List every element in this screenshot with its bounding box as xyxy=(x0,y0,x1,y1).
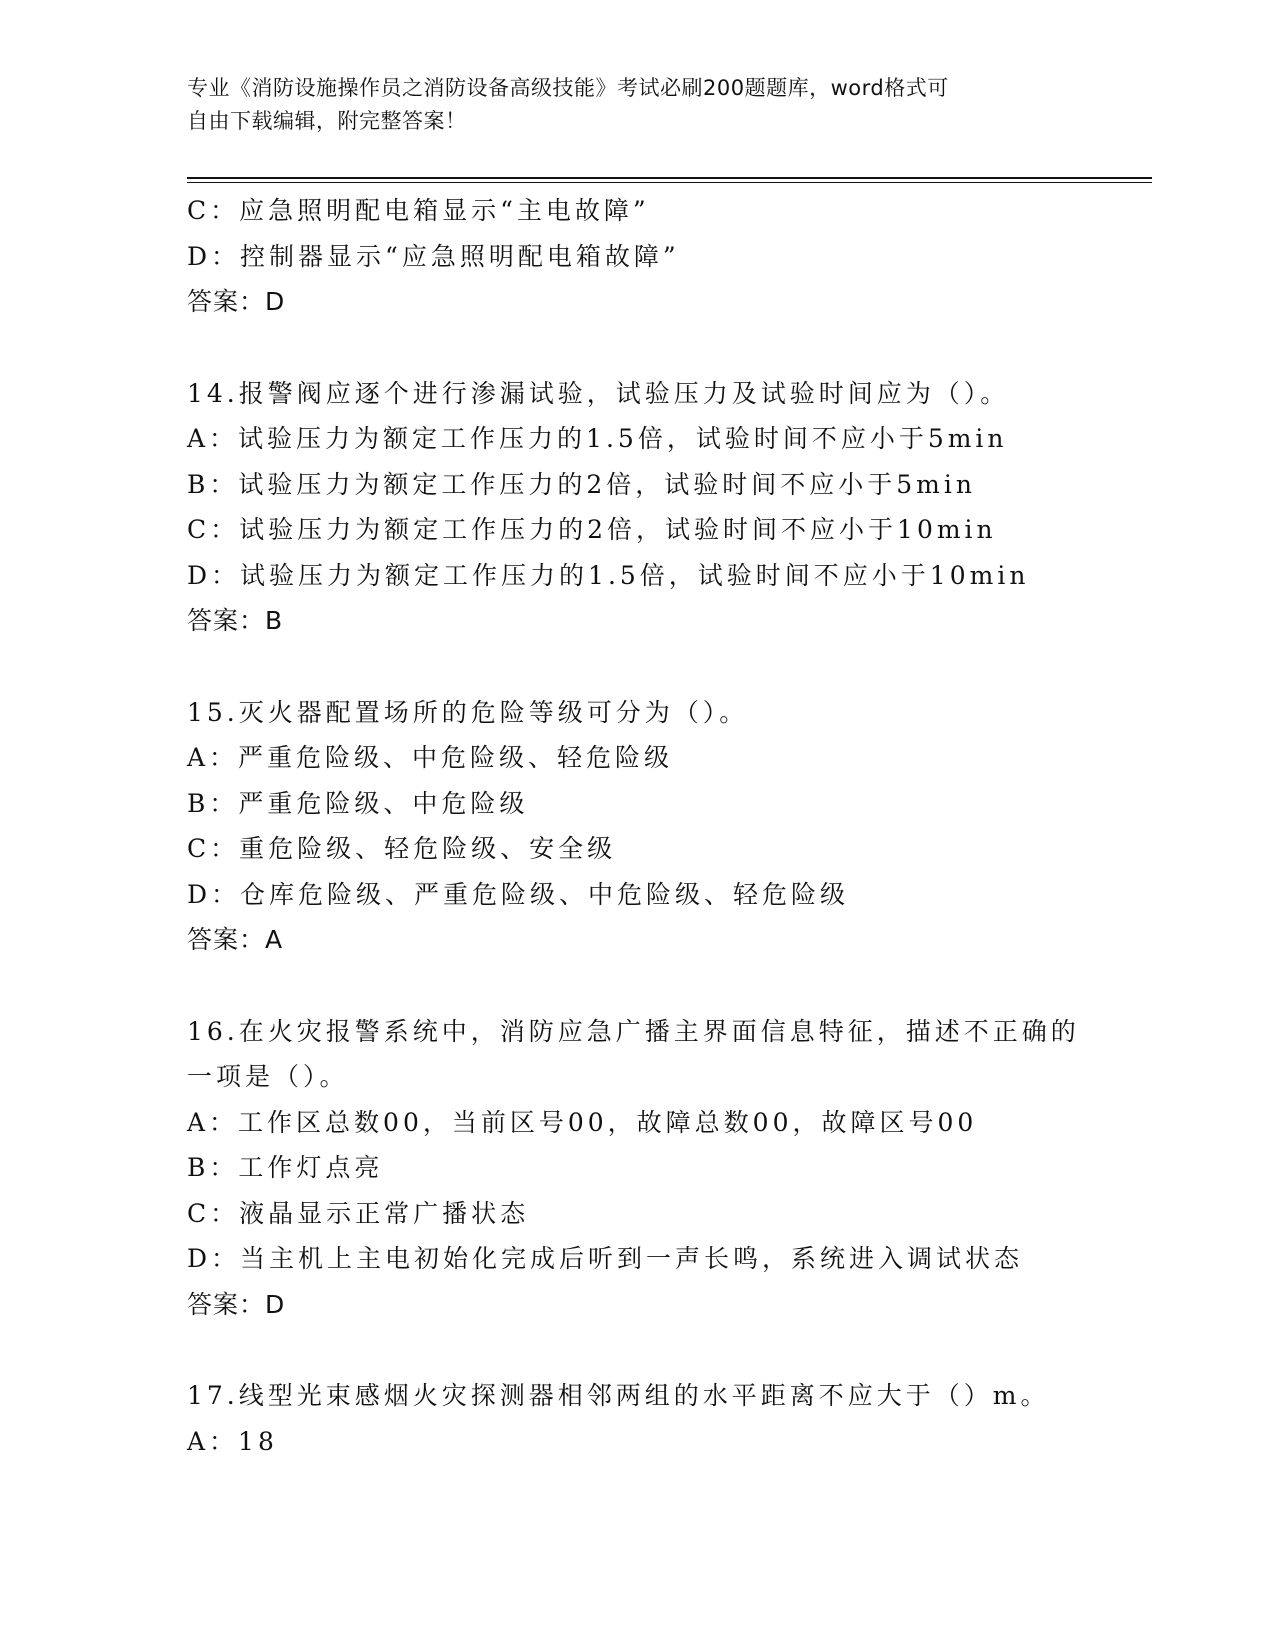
option-b: B：试验压力为额定工作压力的2倍，试验时间不应小于5min xyxy=(187,469,976,499)
answer: 答案：A xyxy=(187,925,284,954)
question-stem: 15.灭火器配置场所的危险等级可分为（）。 xyxy=(187,697,749,727)
question-13-tail xyxy=(187,188,1087,325)
option-a: A：严重危险级、中危险级、轻危险级 xyxy=(187,743,674,772)
option-c: C：重危险级、轻危险级、安全级 xyxy=(187,834,617,863)
question-stem: 16.在火灾报警系统中，消防应急广播主界面信息特征，描述不正确的 xyxy=(187,1016,1080,1046)
header-line-1: 专业《消防设施操作员之消防设备高级技能》考试必刷200题题库，word格式可 xyxy=(187,76,949,100)
document-header xyxy=(187,72,1087,138)
question-stem-continued: 一项是（）。 xyxy=(187,1062,349,1091)
option-b: B：严重危险级、中危险级 xyxy=(187,788,529,818)
option-a: A：试验压力为额定工作压力的1.5倍，试验时间不应小于5min xyxy=(187,424,1008,453)
option-d: D：控制器显示“应急照明配电箱故障” xyxy=(187,241,680,271)
option-d: D：仓库危险级、严重危险级、中危险级、轻危险级 xyxy=(187,879,850,909)
answer: 答案：D xyxy=(187,287,286,316)
question-stem: 17.线型光束感烟火灾探测器相邻两组的水平距离不应大于（）m。 xyxy=(187,1381,1050,1410)
spacer xyxy=(187,1327,1087,1373)
question-14 xyxy=(187,371,1087,644)
answer: 答案：B xyxy=(187,606,284,635)
option-d: D：当主机上主电初始化完成后听到一声长鸣，系统进入调试状态 xyxy=(187,1244,1024,1273)
spacer xyxy=(187,963,1087,1009)
question-15 xyxy=(187,690,1087,963)
question-stem: 14.报警阀应逐个进行渗漏试验，试验压力及试验时间应为（）。 xyxy=(187,378,1010,408)
option-c: C：试验压力为额定工作压力的2倍，试验时间不应小于10min xyxy=(187,515,997,544)
spacer xyxy=(187,325,1087,371)
header-rule-thin xyxy=(187,182,1152,183)
option-d: D：试验压力为额定工作压力的1.5倍，试验时间不应小于10min xyxy=(187,560,1030,590)
question-17 xyxy=(187,1373,1087,1464)
spacer xyxy=(187,644,1087,690)
option-c: C：应急照明配电箱显示“主电故障” xyxy=(187,196,650,225)
question-list xyxy=(187,188,1087,1464)
question-16 xyxy=(187,1009,1087,1328)
header-rule-thick xyxy=(187,177,1152,179)
answer: 答案：D xyxy=(187,1289,286,1319)
option-b: B：工作灯点亮 xyxy=(187,1153,384,1182)
option-c: C：液晶显示正常广播状态 xyxy=(187,1198,530,1228)
option-a: A：工作区总数00，当前区号00，故障总数00，故障区号00 xyxy=(187,1107,978,1137)
header-line-2: 自由下载编辑，附完整答案！ xyxy=(187,109,467,133)
option-a: A：18 xyxy=(187,1426,278,1456)
